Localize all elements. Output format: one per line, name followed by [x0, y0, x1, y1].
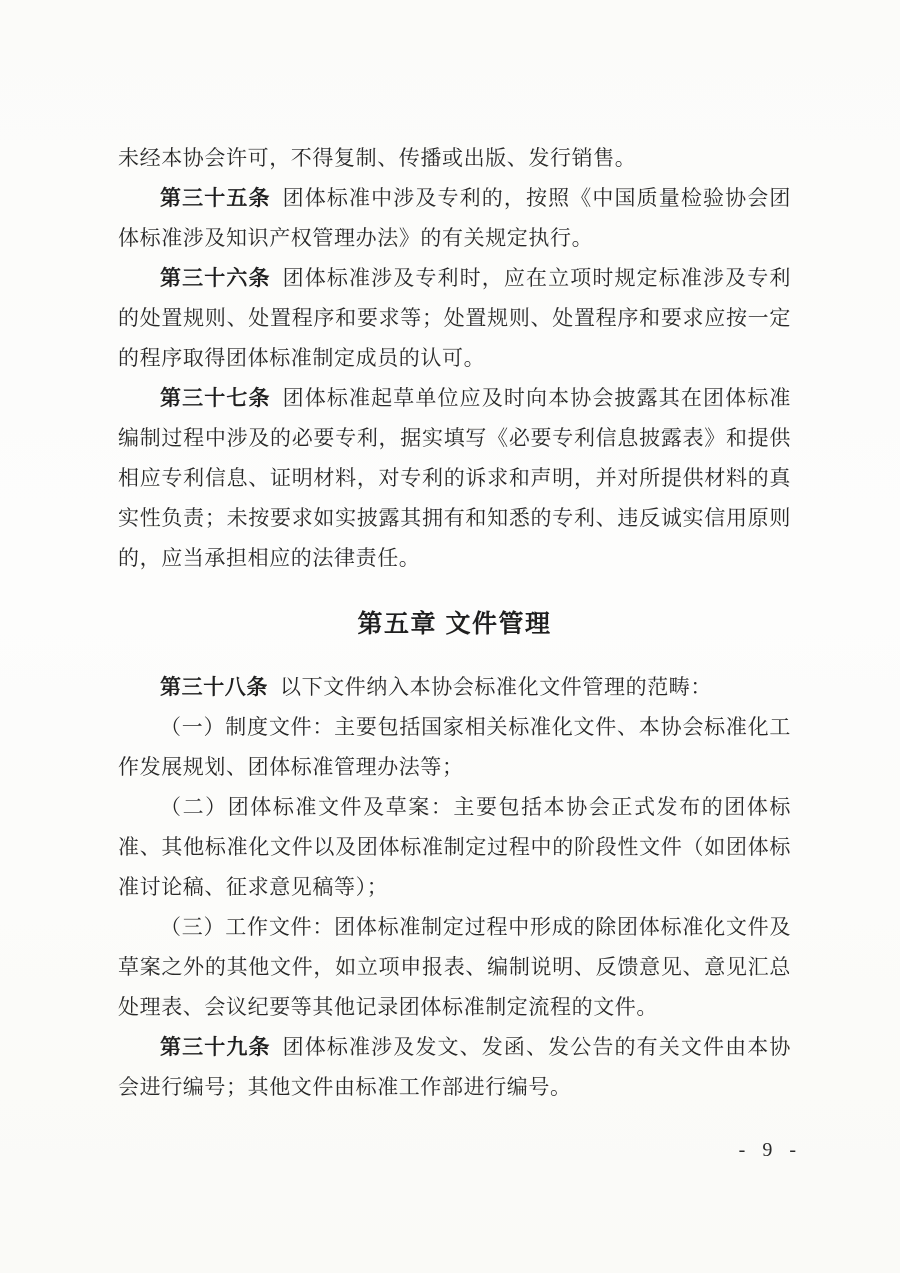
article-35	[118, 178, 791, 258]
page-number: - 9 -	[738, 1139, 802, 1161]
chapter-heading: 第五章 文件管理	[357, 610, 552, 638]
article-39-label: 第三十九条	[160, 1035, 271, 1059]
article-36	[118, 258, 791, 378]
article-38-text: 以下文件纳入本协会标准化文件管理的范畴：	[280, 675, 712, 699]
article-39	[118, 1027, 791, 1107]
article-35-text: 团体标准中涉及专利的，按照《中国质量检验协会团体标准涉及知识产权管理办法》的有关规定执行。	[118, 186, 791, 250]
article-35-label: 第三十五条	[160, 186, 271, 210]
article-36-text: 团体标准涉及专利时，应在立项时规定标准涉及专利的处置规则、处置程序和要求等；处置规则、处置程序和要求应按一定的程序取得团体标准制定成员的认可。	[118, 266, 791, 370]
article-38-label: 第三十八条	[160, 675, 268, 699]
document-body	[118, 138, 791, 1107]
list-item-2: （二）团体标准文件及草案：主要包括本协会正式发布的团体标准、其他标准化文件以及团体标准制定过程中的阶段性文件（如团体标准讨论稿、征求意见稿等）；	[118, 795, 791, 899]
paragraph-continuation: 未经本协会许可，不得复制、传播或出版、发行销售。	[118, 146, 637, 170]
list-item-3: （三）工作文件：团体标准制定过程中形成的除团体标准化文件及草案之外的其他文件，如立项申报表、编制说明、反馈意见、意见汇总处理表、会议纪要等其他记录团体标准制定流程的文件。	[118, 915, 791, 1019]
list-item-1: （一）制度文件：主要包括国家相关标准化文件、本协会标准化工作发展规划、团体标准管理办法等；	[118, 715, 791, 779]
article-36-label: 第三十六条	[160, 266, 271, 290]
article-37-text: 团体标准起草单位应及时向本协会披露其在团体标准编制过程中涉及的必要专利，据实填写《必要专利信息披露表》和提供相应专利信息、证明材料，对专利的诉求和声明，并对所提供材料的真实性负责；未按要求如实披露其拥有和知悉的专利、违反诚实信用原则的，应当承担相应的法律责任。	[118, 386, 791, 570]
article-39-text: 团体标准涉及发文、发函、发公告的有关文件由本协会进行编号；其他文件由标准工作部进行编号。	[118, 1035, 791, 1099]
article-38	[118, 667, 791, 707]
article-37-label: 第三十七条	[160, 386, 271, 410]
article-37	[118, 378, 791, 578]
